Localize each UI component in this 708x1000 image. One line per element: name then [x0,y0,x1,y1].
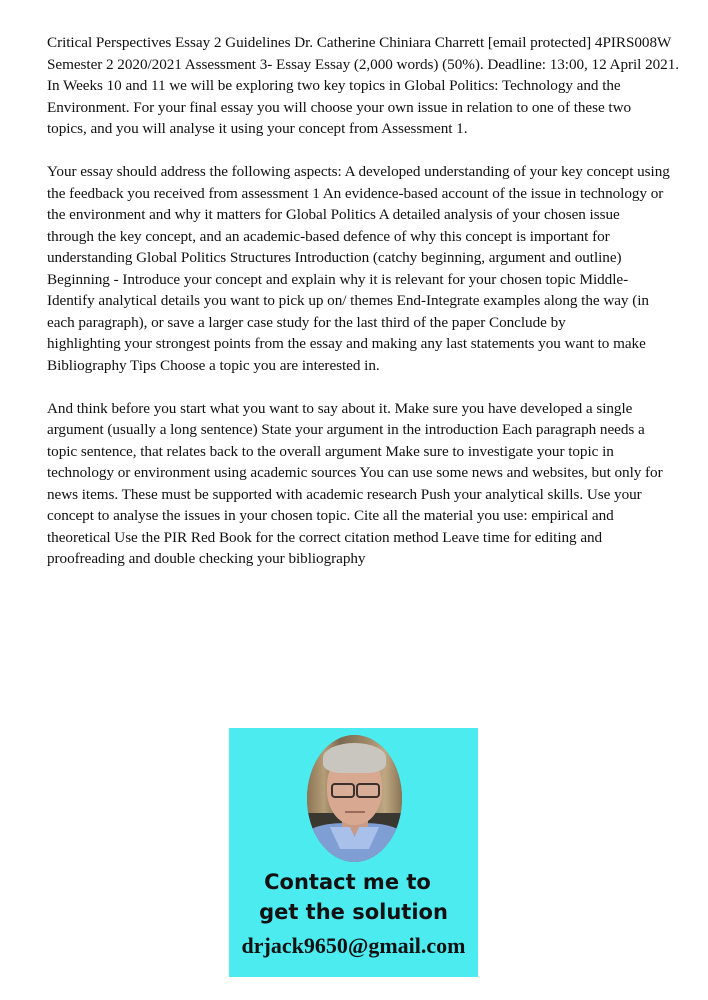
text-line: through the key concept, and an academic-based defence of why this concept is important for [47,227,610,245]
text-line: Identify analytical details you want to pick up on/ themes End-Integrate examples along the way (in [47,292,649,309]
ad-email-link[interactable]: drjack9650@gmail.com [241,933,466,958]
paragraph-aspects [47,161,687,376]
text-line: Critical Perspectives Essay 2 Guidelines Dr. Catherine Chiniara Charrett [email protected] 4PIRS008W [47,34,672,51]
text-line: topics, and you will analyse it using your concept from Assessment 1. [47,120,468,137]
paragraph-tips [47,398,687,570]
text-line: theoretical Use the PIR Red Book for the correct citation method Leave time for editing and [47,528,603,546]
text-line: concept to analyse the issues in your chosen topic. Cite all the material you use: empirical and [47,507,614,524]
ad-heading-line-1: Contact me to [264,870,431,894]
text-line: And think before you start what you want to say about it. Make sure you have developed a single [47,399,633,417]
text-line: Semester 2 2020/2021 Assessment 3- Essay Essay (2,000 words) (50%). Deadline: 13:00, 12 April 2021. [47,55,680,73]
glasses-icon [331,783,355,798]
ad-heading-line-2: get the solution [259,900,448,924]
portrait-mouth [345,811,365,813]
contact-ad-banner[interactable] [229,728,478,977]
document-body [47,32,687,591]
text-line: news items. These must be supported with academic research Push your analytical skills. Use your [47,485,642,503]
glasses-icon [356,783,380,798]
text-line: technology or environment using academic sources You can use some news and websites, but only for [47,464,663,481]
text-line: the feedback you received from assessment 1 An evidence-based account of the issue in technology or [47,184,664,202]
text-line: Your essay should address the following aspects: A developed understanding of your key concept using [47,163,670,180]
portrait-hair [323,743,386,773]
person-portrait-icon [307,735,402,862]
text-line: Beginning - Introduce your concept and explain why it is relevant for your chosen topic Middle- [47,270,629,288]
text-line: topic sentence, that relates back to the overall argument Make sure to investigate your topic in [47,442,614,460]
text-line: proofreading and double checking your bibliography [47,550,366,567]
text-line: Bibliography Tips Choose a topic you are interested in. [47,356,380,374]
text-line: understanding Global Politics Structures Introduction (catchy beginning, argument and outline) [47,249,622,266]
text-line: In Weeks 10 and 11 we will be exploring two key topics in Global Politics: Technology and the [47,77,621,94]
text-line: highlighting your strongest points from the essay and making any last statements you want to make [47,335,646,352]
text-line: argument (usually a long sentence) State your argument in the introduction Each paragraph needs a [47,421,645,438]
paragraph-intro [47,32,687,140]
text-line: the environment and why it matters for Global Politics A detailed analysis of your chosen issue [47,206,620,223]
text-line: Environment. For your final essay you will choose your own issue in relation to one of these two [47,98,632,116]
text-line: each paragraph), or save a larger case study for the last third of the paper Conclude by [47,313,566,331]
